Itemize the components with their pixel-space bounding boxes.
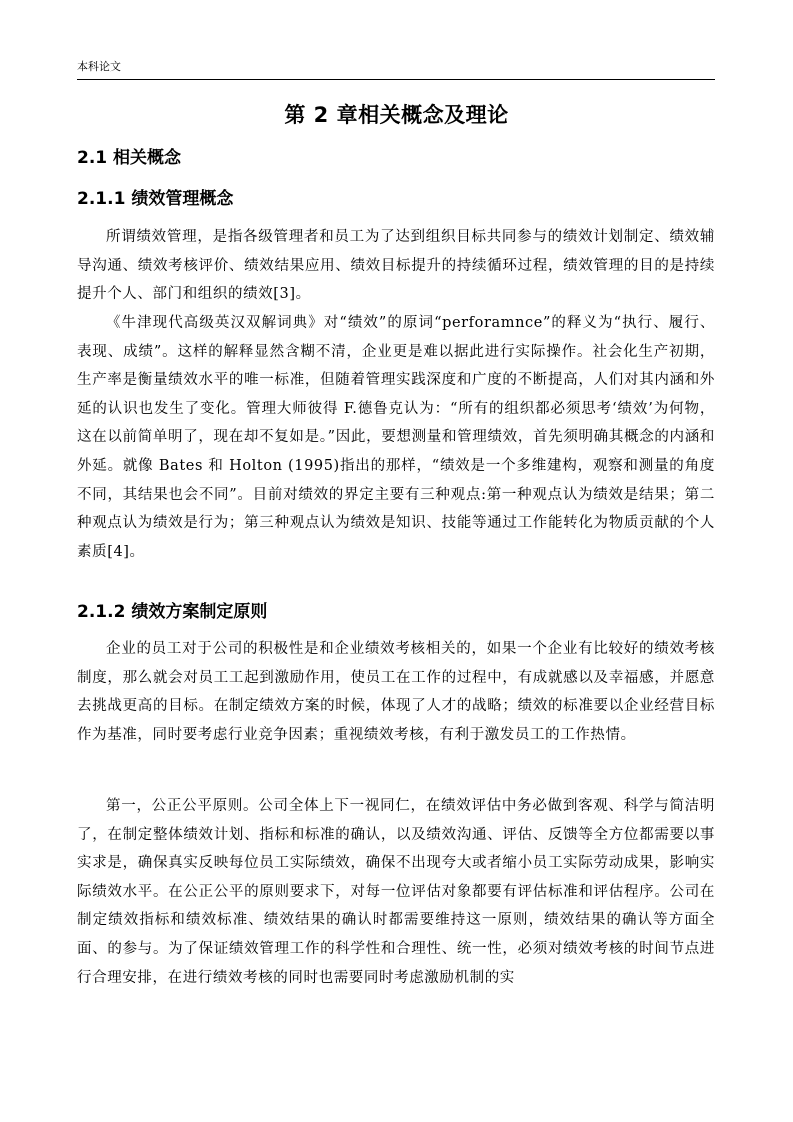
paragraph-employee-motivation: 企业的员工对于公司的积极性是和企业绩效考核相关的，如果一个企业有比较好的绩效考核制度，那么就会对员工工起到激励作用，使员工在工作的过程中，有成就感以及幸福感，并愿意去挑战更高的目标。在制定绩效方案的时候，体现了人才的战略；绩效的标准要以企业经营目标作为基准，同时要考虑行业竞争因素；重视绩效考核，有利于激发员工的工作热情。: [77, 641, 715, 743]
header-divider: [77, 79, 715, 80]
paragraph-oxford-dictionary: 《牛津现代高级英汉双解词典》对“绩效”的原词“perforamnce”的释义为“执行、履行、表现、成绩”。这样的解释显然含糊不清，企业更是难以据此进行实际操作。社会化生产初期，生产率是衡量绩效水平的唯一标准，但随着管理实践深度和广度的不断提高，人们对其内涵和外延的认识也发生了变化。管理大师彼得 F.德鲁克认为：“所有的组织都必须思考‘绩效’为何物，这在以前简单明了，现在却不复如是。”因此，要想测量和管理绩效，首先须明确其概念的内涵和外延。就像 Bates 和 Holton (1995)指出的那样，“绩效是一个多维建构，观察和测量的角度不同，其结果也会不同”。目前对绩效的界定主要有三种观点:第一种观点认为绩效是结果；第二种观点认为绩效是行为；第三种观点认为绩效是知识、技能等通过工作能转化为物质贡献的个人素质[4]。: [77, 315, 715, 560]
paragraph-fairness-principle: 第一，公正公平原则。公司全体上下一视同仁，在绩效评估中务必做到客观、科学与简洁明了，在制定整体绩效计划、指标和标准的确认，以及绩效沟通、评估、反馈等全方位都需要以事实求是，确保真实反映每位员工实际绩效，确保不出现夸大或者缩小员工实际劳动成果，影响实际绩效水平。在公正公平的原则要求下，对每一位评估对象都要有评估标准和评估程序。公司在制定绩效指标和绩效标准、绩效结果的确认时都需要维持这一原则，绩效结果的确认等方面全面、的参与。为了保证绩效管理工作的科学性和合理性、统一性，必须对绩效考核的时间节点进行合理安排，在进行绩效考核的同时也需要同时考虑激励机制的实: [77, 798, 715, 986]
running-header: 本科论文: [77, 60, 121, 73]
paragraph-performance-definition: 所谓绩效管理，是指各级管理者和员工为了达到组织目标共同参与的绩效计划制定、绩效辅导沟通、绩效考核评价、绩效结果应用、绩效目标提升的持续循环过程，绩效管理的目的是持续提升个人、部门和组织的绩效[3]。: [77, 229, 715, 303]
section-heading-2-1-2: 2.1.2 绩效方案制定原则: [77, 602, 268, 622]
chapter-title: 第 2 章相关概念及理论: [284, 103, 509, 127]
section-heading-2-1-1: 2.1.1 绩效管理概念: [77, 189, 234, 209]
section-heading-2-1: 2.1 相关概念: [77, 148, 182, 168]
